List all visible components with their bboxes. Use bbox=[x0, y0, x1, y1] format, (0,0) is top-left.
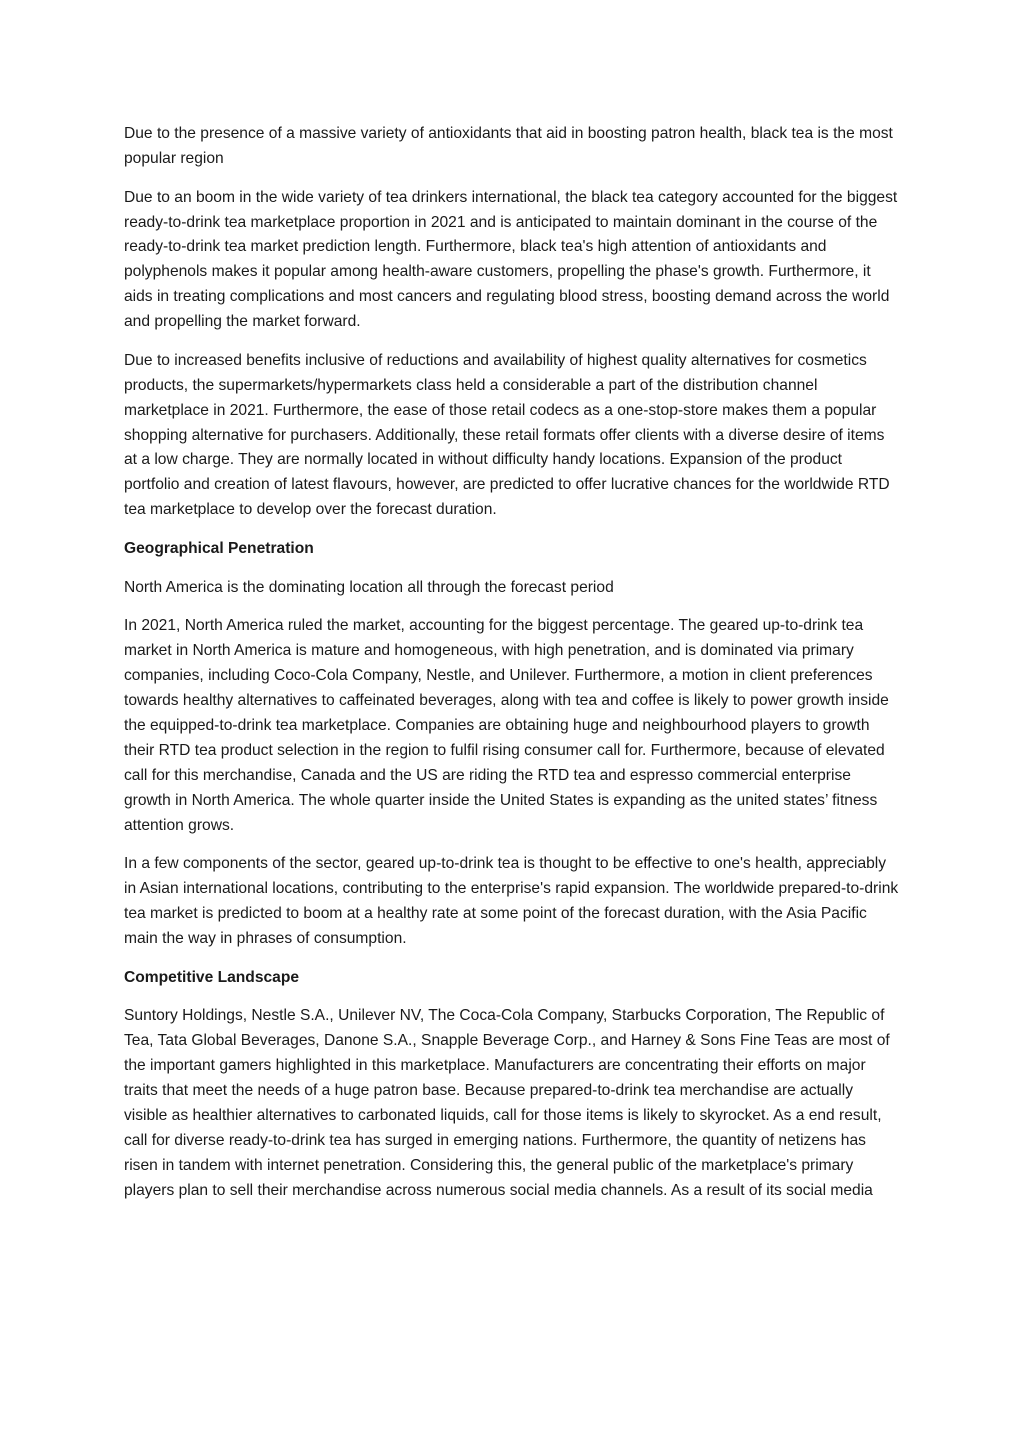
paragraph-distribution-channel: Due to increased benefits inclusive of reductions and availability of highest quality alternatives for cosmetics products, the supermarkets/hypermarkets class held a considerable a part of the distribution channel marketplace in 2021. Furthermore, the ease of those retail codecs as a one-stop-store makes them a popular shopping alternative for purchasers. Additionally, these retail formats offer clients with a diverse desire of items at a low charge. They are normally located in without difficulty handy locations. Expansion of the product portfolio and creation of latest flavours, however, are predicted to offer lucrative chances for the worldwide RTD tea marketplace to develop over the forecast duration. bbox=[124, 351, 890, 519]
heading-competitive-landscape: Competitive Landscape bbox=[124, 968, 300, 986]
paragraph-asia-pacific: In a few components of the sector, geared up-to-drink tea is thought to be effective to one's health, appreciably in Asian international locations, contributing to the enterprise's rapid expansion. The worldwide prepared-to-drink tea market is predicted to boom at a healthy rate at some point of the forecast duration, with the Asia Pacific main the way in phrases of consumption. bbox=[124, 855, 899, 948]
paragraph-north-america-intro: North America is the dominating location all through the forecast period bbox=[124, 578, 614, 596]
paragraph-north-america-detail: In 2021, North America ruled the market, accounting for the biggest percentage. The geared up-to-drink tea market in North America is mature and homogeneous, with high penetration, and is dominated via primary companies, including Coco-Cola Company, Nestle, and Unilever. Furthermore, a motion in client preferences towards healthy alternatives to caffeinated beverages, along with tea and coffee is likely to power growth inside the equipped-to-drink tea marketplace. Companies are obtaining huge and neighbourhood players to growth their RTD tea product selection in the region to fulfil rising consumer call for. Furthermore, because of elevated call for this merchandise, Canada and the US are riding the RTD tea and espresso commercial enterprise growth in North America. The whole quarter inside the United States is expanding as the united states’ fitness attention grows. bbox=[124, 617, 889, 834]
document-page bbox=[124, 122, 900, 1218]
paragraph-black-tea-intro: Due to the presence of a massive variety of antioxidants that aid in boosting patron health, black tea is the most popular region bbox=[124, 125, 893, 167]
paragraph-black-tea-detail: Due to an boom in the wide variety of tea drinkers international, the black tea category accounted for the biggest ready-to-drink tea marketplace proportion in 2021 and is anticipated to maintain dominant in the course of the ready-to-drink tea market prediction length. Furthermore, black tea's high attention of antioxidants and polyphenols makes it popular among health-aware customers, propelling the phase's growth. Furthermore, it aids in treating complications and most cancers and regulating blood stress, boosting demand across the world and propelling the market forward. bbox=[124, 188, 898, 331]
heading-geographical-penetration: Geographical Penetration bbox=[124, 539, 314, 557]
paragraph-competitive-landscape: Suntory Holdings, Nestle S.A., Unilever NV, The Coca-Cola Company, Starbucks Corporation, The Republic of Tea, Tata Global Beverages, Danone S.A., Snapple Beverage Corp., and Harney & Sons Fine Teas are most of the important gamers highlighted in this marketplace. Manufacturers are concentrating their efforts on major traits that meet the needs of a huge patron base. Because prepared-to-drink tea merchandise are actually visible as healthier alternatives to carbonated liquids, call for those items is likely to skyrocket. As a end result, call for diverse ready-to-drink tea has surged in emerging nations. Furthermore, the quantity of netizens has risen in tandem with internet penetration. Considering this, the general public of the marketplace's primary players plan to sell their merchandise across numerous social media channels. As a result of its social media bbox=[124, 1007, 890, 1199]
